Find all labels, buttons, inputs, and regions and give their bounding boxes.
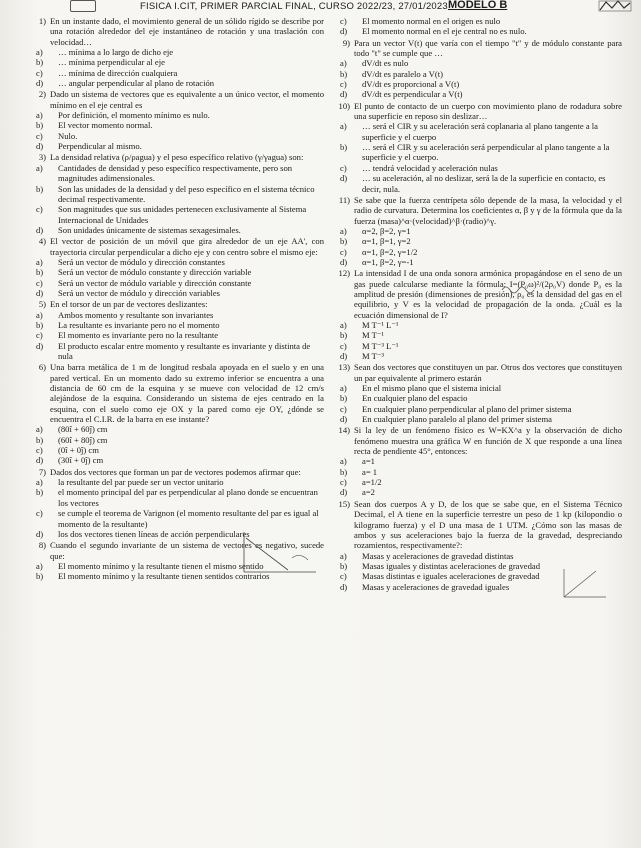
option-text: dV/dt es nulo bbox=[362, 58, 409, 69]
answer-option bbox=[332, 467, 622, 477]
option-letter: b) bbox=[36, 120, 44, 131]
option-text: … angular perpendicular al plano de rotación bbox=[58, 78, 215, 89]
question bbox=[28, 89, 324, 110]
option-letter: c) bbox=[36, 445, 43, 456]
question-text: Para un vector V(t) que varía con el tiempo "t" y de módulo constante para todo "t" se cumple que … bbox=[354, 37, 622, 59]
answer-option bbox=[28, 508, 324, 529]
option-letter: b) bbox=[340, 330, 348, 341]
answer-option bbox=[332, 383, 622, 393]
option-text: (0î + 0ĵ) cm bbox=[58, 445, 99, 456]
option-text: Masas distintas e iguales aceleraciones de gravedad bbox=[362, 571, 540, 582]
option-text: Masas iguales y distintas aceleraciones de gravedad bbox=[362, 560, 541, 571]
option-letter: c) bbox=[340, 246, 347, 257]
answer-option bbox=[28, 455, 324, 465]
question-number: 12) bbox=[338, 268, 350, 279]
option-letter: b) bbox=[340, 236, 348, 247]
option-text: a=2 bbox=[362, 487, 375, 498]
answer-option bbox=[332, 414, 622, 424]
option-letter: a) bbox=[36, 47, 43, 58]
answer-option bbox=[28, 310, 324, 320]
handwritten-scribble bbox=[500, 282, 542, 296]
option-text: a=1 bbox=[362, 456, 375, 467]
answer-option bbox=[332, 173, 622, 194]
option-letter: c) bbox=[36, 67, 43, 78]
option-letter: b) bbox=[340, 466, 348, 477]
answer-option bbox=[28, 288, 324, 298]
answer-option bbox=[28, 341, 324, 362]
question-text: Dados dos vectores que forman un par de vectores podemos afirmar que: bbox=[50, 466, 301, 477]
option-letter: c) bbox=[36, 508, 43, 519]
option-text: el momento principal del par es perpendicular al plano donde se encuentran los vectores bbox=[58, 487, 318, 508]
answer-option bbox=[28, 120, 324, 130]
question-number: 4) bbox=[38, 236, 46, 247]
answer-option bbox=[332, 58, 622, 68]
exam-header bbox=[30, 0, 630, 14]
option-letter: a) bbox=[36, 110, 43, 121]
answer-option bbox=[28, 267, 324, 277]
answer-option bbox=[332, 404, 622, 414]
option-text: la resultante del par puede ser un vector unitario bbox=[58, 477, 224, 488]
question-text: La intensidad I de una onda sonora armónica propagándose en el seno de un gas puede calcularse mediante la fórmula: I=(P₀ω)²/(2ρ₀V) donde P₀ es la amplitud de presión (dimensiones de presión), ρ₀ es la densidad del gas en el equilibrio, y V es la velocidad de propagación de la onda. ¿Cuál es la ecuación dimensional de I? bbox=[354, 268, 622, 320]
question bbox=[332, 499, 622, 551]
option-letter: a) bbox=[340, 550, 347, 561]
question-number: 3) bbox=[38, 152, 46, 163]
question-number: 8) bbox=[38, 540, 46, 551]
option-letter: c) bbox=[340, 477, 347, 488]
option-letter: b) bbox=[340, 68, 348, 79]
option-text: M T⁻³ bbox=[362, 351, 384, 361]
option-letter: d) bbox=[36, 287, 44, 298]
option-letter: b) bbox=[340, 393, 348, 404]
option-letter: a) bbox=[340, 121, 347, 132]
answer-option bbox=[332, 236, 622, 246]
answer-option bbox=[332, 487, 622, 497]
option-text: Cantidades de densidad y peso específico respectivamente, pero son magnitudes adimensionales. bbox=[58, 162, 293, 184]
option-text: El vector momento normal. bbox=[58, 120, 153, 131]
option-letter: c) bbox=[36, 130, 43, 141]
option-letter: b) bbox=[36, 487, 44, 498]
question-text: En un instante dado, el movimiento general de un sólido rígido se describe por una rotación alrededor del eje instantáneo de rotación y una traslación con velocidad… bbox=[50, 16, 324, 47]
handwritten-sketch-rod bbox=[236, 528, 326, 578]
option-text: (30î + 0ĵ) cm bbox=[58, 455, 104, 466]
question bbox=[332, 101, 622, 122]
option-text: Perpendicular al mismo. bbox=[58, 141, 142, 152]
question-number: 5) bbox=[38, 299, 46, 310]
option-letter: b) bbox=[36, 183, 44, 194]
question bbox=[28, 467, 324, 477]
answer-option bbox=[332, 26, 622, 36]
option-text: α=1, β=2, γ=-1 bbox=[362, 256, 414, 267]
option-text: … mínima a lo largo de dicho eje bbox=[58, 47, 174, 58]
option-letter: d) bbox=[36, 528, 44, 539]
option-letter: b) bbox=[340, 560, 348, 571]
question-text: Si la ley de un fenómeno físico es W=KX^a y la observación de dicho fenómeno muestra una gráfica W en función de X que responde a una línea recta de pendiente 45°, entonces: bbox=[354, 425, 622, 457]
option-text: El momento mínimo y la resultante tienen el mismo sentido bbox=[58, 560, 264, 571]
answer-option bbox=[28, 257, 324, 267]
option-text: Masas y aceleraciones de gravedad iguales bbox=[362, 581, 510, 592]
question-text: Cuando el segundo invariante de un sistema de vectores es negativo, sucede que: bbox=[50, 540, 324, 561]
question bbox=[332, 362, 622, 383]
answer-option bbox=[332, 257, 622, 267]
question-text: Sean dos vectores que constituyen un par. Otros dos vectores que constituyen un par equivalente al primero estarán bbox=[354, 362, 622, 383]
option-letter: c) bbox=[340, 79, 347, 90]
option-letter: a) bbox=[340, 383, 347, 394]
option-text: … tendrá velocidad y aceleración nulas bbox=[362, 162, 498, 173]
answer-option bbox=[332, 247, 622, 257]
answer-option bbox=[332, 16, 622, 26]
option-letter: d) bbox=[340, 173, 348, 184]
option-text: El momento mínimo y la resultante tienen sentidos contrarios bbox=[58, 571, 270, 582]
option-letter: a) bbox=[36, 162, 43, 173]
question bbox=[332, 425, 622, 456]
option-text: M T⁻¹ L⁻¹ bbox=[362, 319, 399, 330]
option-letter: a) bbox=[36, 560, 43, 571]
answer-option bbox=[332, 341, 622, 351]
option-text: … será el CIR y su aceleración será perpendicular al plano tangente a la superficie y el cuerpo. bbox=[362, 142, 610, 163]
question-number: 10) bbox=[338, 100, 350, 111]
option-text: Será un vector de módulo y dirección constantes bbox=[58, 256, 225, 267]
option-text: (60î + 80ĵ) cm bbox=[58, 434, 108, 445]
handwritten-graph-sketch bbox=[560, 565, 610, 601]
option-text: los dos vectores tienen líneas de acción perpendiculares bbox=[58, 528, 250, 539]
answer-option bbox=[332, 79, 622, 89]
option-text: La resultante es invariante pero no el momento bbox=[58, 319, 220, 330]
option-letter: c) bbox=[340, 571, 347, 582]
crest-logo bbox=[598, 0, 632, 12]
question-number: 11) bbox=[338, 194, 350, 205]
option-text: Por definición, el momento mínimo es nulo. bbox=[58, 110, 210, 121]
answer-option bbox=[28, 330, 324, 340]
option-text: α=1, β=2, γ=1/2 bbox=[362, 246, 418, 257]
option-text: … mínima perpendicular al eje bbox=[58, 57, 165, 68]
option-text: En cualquier plano del espacio bbox=[362, 393, 468, 404]
option-letter: d) bbox=[340, 581, 348, 592]
question-number: 6) bbox=[38, 362, 46, 373]
right-column bbox=[332, 16, 622, 593]
question-number: 2) bbox=[38, 89, 46, 100]
option-text: (80î + 60ĵ) cm bbox=[58, 424, 108, 435]
question-text: Una barra metálica de 1 m de longitud resbala apoyada en el suelo y en una pared vertical. En un momento dado su extremo inferior se encuentra a una distancia de 60 cm de la esquina y se mueve con velocidad de 12 cm/s alejándose de la esquina. Considerando un sistema de ejes centrado en la esquina, con el suelo como eje OX y la pared como eje OY, ¿dónde se encuentra el C.I.R. de la barra en ese instante? bbox=[50, 362, 324, 425]
option-text: El momento normal en el origen es nulo bbox=[362, 16, 501, 26]
option-letter: a) bbox=[340, 225, 347, 236]
option-letter: d) bbox=[36, 455, 44, 466]
option-letter: d) bbox=[36, 141, 44, 152]
option-letter: b) bbox=[36, 267, 44, 278]
option-text: … mínima de dirección cualquiera bbox=[58, 67, 178, 78]
option-text: Nulo. bbox=[58, 130, 78, 141]
option-text: Son las unidades de la densidad y del peso específico en el sistema técnico decimal respectivamente. bbox=[58, 183, 315, 204]
option-text: dV/dt es proporcional a V(t) bbox=[362, 79, 460, 90]
answer-option bbox=[332, 226, 622, 236]
option-text: El producto escalar entre momento y resultante es invariante y distinta de nula bbox=[58, 340, 311, 361]
answer-option bbox=[28, 204, 324, 225]
answer-option bbox=[332, 320, 622, 330]
option-letter: a) bbox=[340, 456, 347, 467]
option-letter: b) bbox=[36, 571, 44, 582]
question bbox=[28, 362, 324, 424]
answer-option bbox=[332, 142, 622, 163]
option-letter: c) bbox=[36, 330, 43, 341]
option-letter: a) bbox=[36, 256, 43, 267]
answer-option bbox=[332, 477, 622, 487]
exam-model: MODELO B bbox=[448, 0, 508, 11]
answer-option bbox=[332, 551, 622, 561]
question bbox=[28, 236, 324, 257]
question bbox=[28, 152, 324, 162]
answer-option bbox=[28, 78, 324, 88]
answer-option bbox=[332, 456, 622, 466]
option-letter: d) bbox=[340, 89, 348, 100]
option-letter: c) bbox=[340, 340, 347, 351]
answer-option bbox=[28, 47, 324, 57]
question-text: Dado un sistema de vectores que es equivalente a un único vector, el momento mínimo en el eje central es bbox=[50, 89, 324, 110]
option-text: En cualquier plano perpendicular al plano del primer sistema bbox=[362, 403, 572, 414]
question-text: Sean dos cuerpos A y D, de los que se sabe que, en el Sistema Técnico Decimal, el A tiene en la superficie terrestre un peso de 1 kp (kilopondio o kilogramo fuerza) y el D una masa de 1 UTM. ¿Cómo son las masas de ambos y sus aceleraciones bajo la fuerza de la gravedad, despreciando rozamientos, respectivamente?: bbox=[354, 498, 622, 551]
option-text: M T⁻³ L⁻¹ bbox=[362, 340, 399, 351]
option-letter: a) bbox=[340, 319, 347, 330]
option-text: Será un vector de módulo variable y dirección constante bbox=[58, 277, 252, 288]
answer-option bbox=[332, 121, 622, 142]
question-number: 14) bbox=[338, 425, 350, 436]
option-letter: a) bbox=[36, 477, 43, 488]
question-text: Se sabe que la fuerza centrípeta sólo depende de la masa, la velocidad y el radio de curvatura. Determina los coeficientes α, β y γ de la fórmula que da la fuerza (masa)^α·(velocidad)^β·(radio)^γ. bbox=[354, 194, 622, 226]
option-text: Son unidades únicamente de sistemas sexagesimales. bbox=[58, 224, 241, 235]
question-number: 13) bbox=[338, 362, 350, 373]
option-text: dV/dt es perpendicular a V(t) bbox=[362, 89, 463, 100]
answer-option bbox=[28, 68, 324, 78]
question bbox=[28, 16, 324, 47]
option-letter: b) bbox=[340, 142, 348, 153]
option-letter: b) bbox=[36, 434, 44, 445]
answer-option bbox=[28, 57, 324, 67]
answer-option bbox=[28, 435, 324, 445]
answer-option bbox=[28, 225, 324, 235]
answer-option bbox=[28, 320, 324, 330]
answer-option bbox=[332, 89, 622, 99]
option-letter: c) bbox=[340, 403, 347, 414]
question-number: 7) bbox=[38, 466, 46, 477]
option-letter: d) bbox=[36, 78, 44, 89]
answer-option bbox=[28, 163, 324, 184]
answer-option bbox=[332, 69, 622, 79]
option-letter: c) bbox=[36, 277, 43, 288]
answer-option bbox=[28, 445, 324, 455]
question-text: El punto de contacto de un cuerpo con movimiento plano de rodadura sobre una superficie en reposo sin deslizar… bbox=[354, 100, 622, 122]
answer-option bbox=[28, 141, 324, 151]
answer-option bbox=[332, 351, 622, 361]
option-letter: d) bbox=[36, 340, 44, 351]
option-letter: d) bbox=[340, 256, 348, 267]
question bbox=[28, 299, 324, 309]
option-text: a= 1 bbox=[362, 466, 378, 477]
option-text: Ambos momento y resultante son invariantes bbox=[58, 309, 214, 320]
option-text: … será el CIR y su aceleración será coplanaria al plano tangente a la superficie y el cuerpo bbox=[362, 121, 598, 142]
option-letter: d) bbox=[340, 351, 348, 361]
option-letter: c) bbox=[36, 204, 43, 215]
option-text: dV/dt es paralelo a V(t) bbox=[362, 68, 443, 79]
option-text: Será un vector de módulo constante y dirección variable bbox=[58, 267, 252, 278]
question bbox=[332, 195, 622, 226]
option-text: … su aceleración, al no deslizar, será la de la superficie en contacto, es decir, nula. bbox=[362, 173, 606, 194]
option-text: a=1/2 bbox=[362, 477, 382, 488]
question-text: En el torsor de un par de vectores deslizantes: bbox=[50, 299, 208, 310]
answer-option bbox=[28, 487, 324, 508]
option-letter: d) bbox=[340, 487, 348, 498]
question-text: La densidad relativa (ρ/ρagua) y el peso específico relativo (γ/γagua) son: bbox=[50, 152, 304, 163]
option-letter: b) bbox=[36, 57, 44, 68]
option-text: α=1, β=1, γ=2 bbox=[362, 236, 411, 247]
question bbox=[332, 38, 622, 59]
option-text: se cumple el teorema de Varignon (el momento resultante del par es igual al momento de la resultante) bbox=[58, 508, 319, 529]
option-text: En cualquier plano paralelo al plano del primer sistema bbox=[362, 414, 552, 425]
answer-option bbox=[28, 184, 324, 205]
option-letter: a) bbox=[36, 424, 43, 435]
option-text: M T⁻¹ bbox=[362, 330, 384, 341]
option-letter: b) bbox=[36, 319, 44, 330]
question-number: 1) bbox=[38, 16, 46, 26]
answer-option bbox=[28, 278, 324, 288]
option-letter: d) bbox=[340, 26, 348, 37]
answer-option bbox=[28, 477, 324, 487]
option-text: En el mismo plano que el sistema inicial bbox=[362, 383, 502, 394]
option-letter: a) bbox=[340, 58, 347, 69]
option-letter: a) bbox=[36, 309, 43, 320]
option-letter: c) bbox=[340, 16, 347, 26]
answer-option bbox=[332, 330, 622, 340]
question-number: 15) bbox=[338, 498, 350, 509]
option-text: Son magnitudes que sus unidades pertenecen exclusivamente al Sistema Internacional de Unidades bbox=[58, 204, 307, 225]
answer-option bbox=[28, 131, 324, 141]
option-letter: d) bbox=[340, 414, 348, 425]
option-text: α=2, β=2, γ=1 bbox=[362, 225, 411, 236]
left-column bbox=[28, 16, 324, 583]
option-text: Será un vector de módulo y dirección variables bbox=[58, 287, 221, 298]
exam-title: FISICA I.CIT, PRIMER PARCIAL FINAL, CURSO 2022/23, 27/01/2023 bbox=[140, 1, 448, 12]
option-text: El momento normal en el eje central no es nulo. bbox=[362, 26, 527, 37]
question bbox=[332, 268, 622, 320]
question-number: 9) bbox=[342, 37, 350, 48]
answer-option bbox=[332, 163, 622, 173]
option-text: El momento es invariante pero no la resultante bbox=[58, 330, 219, 341]
option-letter: d) bbox=[36, 224, 44, 235]
spacer bbox=[28, 582, 324, 583]
answer-option bbox=[28, 424, 324, 434]
option-letter: c) bbox=[340, 162, 347, 173]
question-text: El vector de posición de un móvil que gira alrededor de un eje AA', con trayectoria circular perpendicular a dicho eje y con centro sobre el mismo eje: bbox=[50, 236, 324, 257]
option-text: Masas y aceleraciones de gravedad distintas bbox=[362, 550, 514, 561]
answer-option bbox=[28, 110, 324, 120]
answer-option bbox=[332, 393, 622, 403]
university-logo bbox=[70, 0, 96, 12]
